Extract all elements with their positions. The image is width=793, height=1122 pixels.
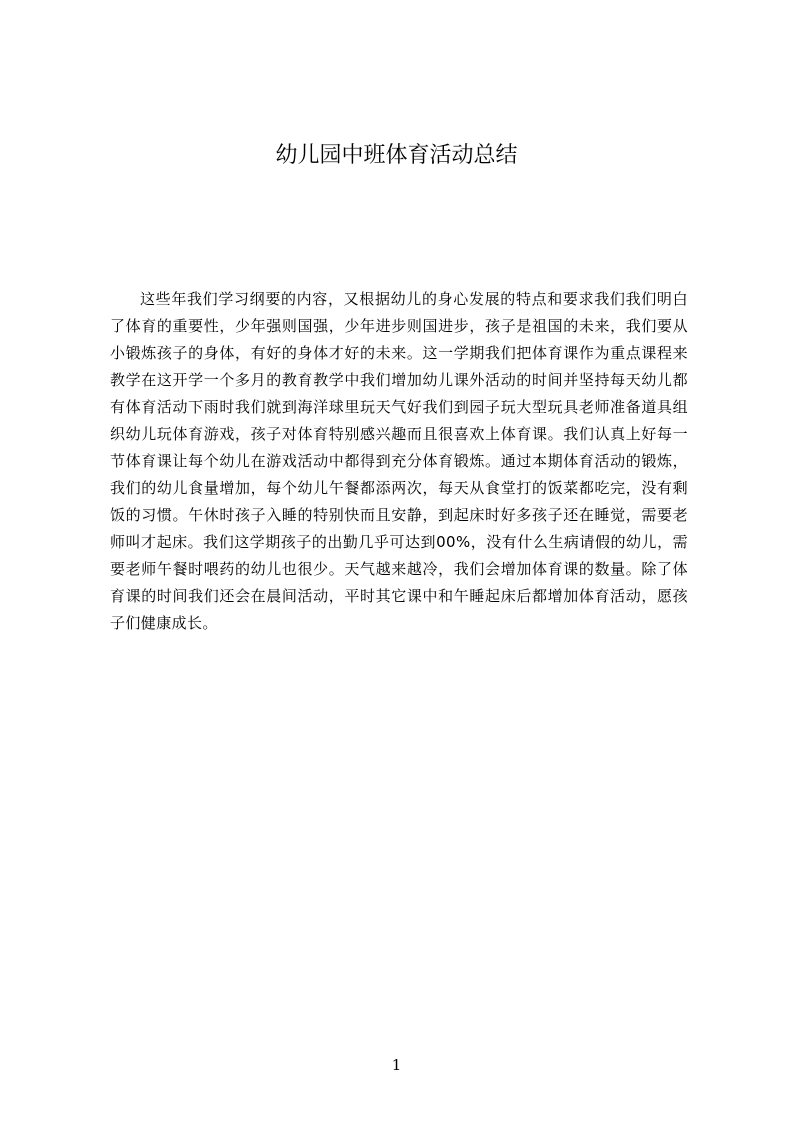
page-number: 1: [391, 1056, 402, 1074]
document-body-paragraph: 这些年我们学习纲要的内容，又根据幼儿的身心发展的特点和要求我们我们明白了体育的重要性，少年强则国强，少年进步则国进步，孩子是祖国的未来，我们要从小锻炼孩子的身体，有好的身体才好的未来。这一学期我们把体育课作为重点课程来教学在这开学一个多月的教育教学中我们增加幼儿课外活动的时间并坚持每天幼儿都有体育活动下雨时我们就到海洋球里玩天气好我们到园子玩大型玩具老师准备道具组织幼儿玩体育游戏，孩子对体育特别感兴趣而且很喜欢上体育课。我们认真上好每一节体育课让每个幼儿在游戏活动中都得到充分体育锻炼。通过本期体育活动的锻炼，我们的幼儿食量增加，每个幼儿午餐都添两次，每天从食堂打的饭菜都吃完，没有剩饭的习惯。午休时孩子入睡的特别快而且安静，到起床时好多孩子还在睡觉，需要老师叫才起床。我们这学期孩子的出勤几乎可达到00%，没有什么生病请假的幼儿，需要老师午餐时喂药的幼儿也很少。天气越来越冷，我们会增加体育课的数量。除了体育课的时间我们还会在晨间活动，平时其它课中和午睡起床后都增加体育活动，愿孩子们健康成长。: [110, 290, 688, 632]
document-title: 幼儿园中班体育活动总结: [275, 143, 518, 168]
